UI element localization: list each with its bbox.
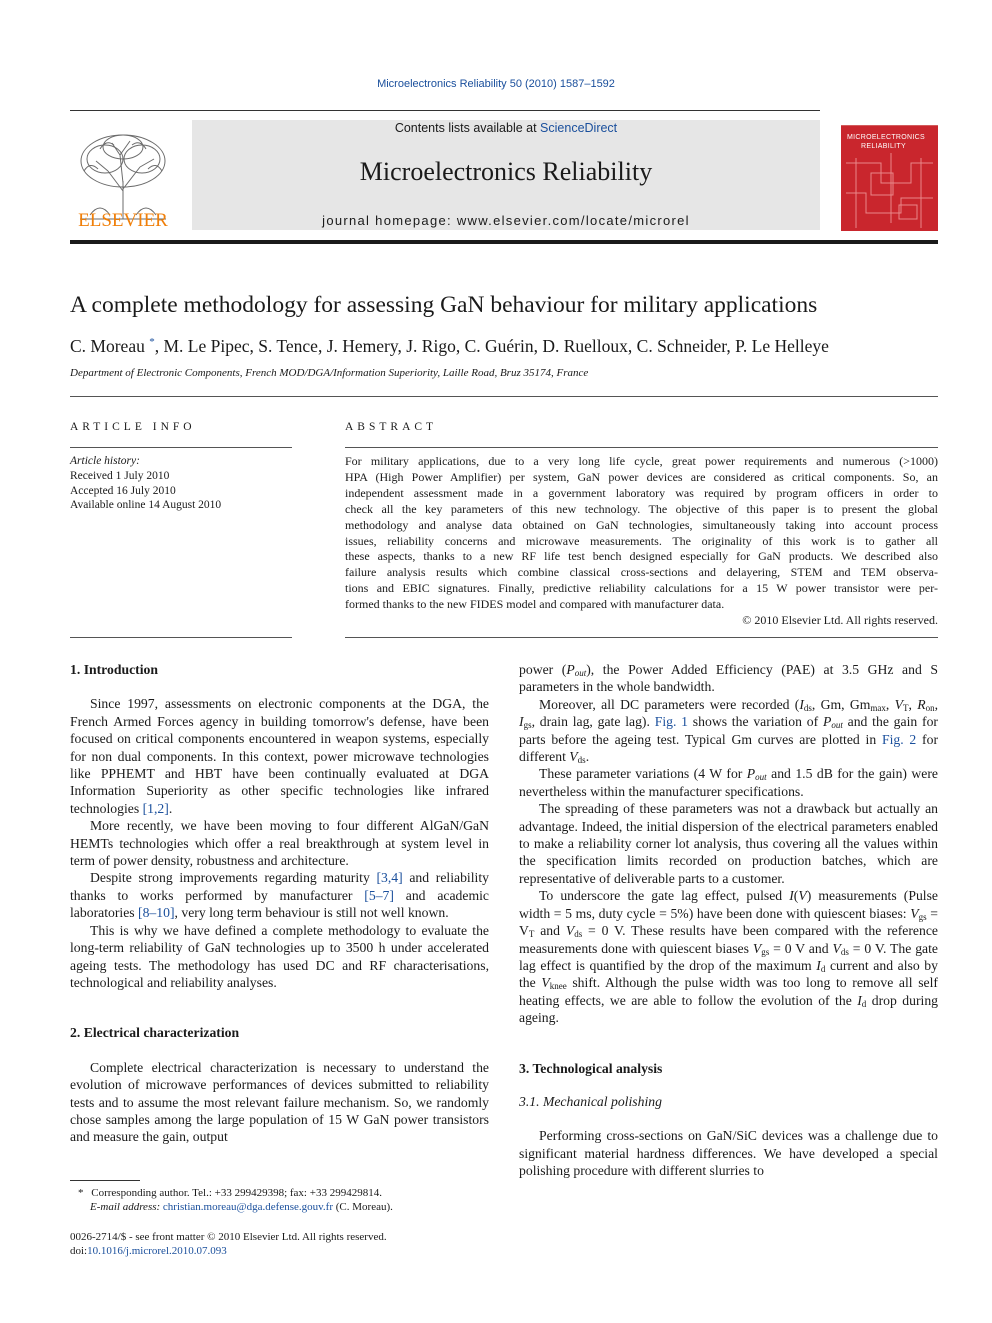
abstract-line: formed thanks to the new FIDES model and compared with manufacturer data. [345,597,725,612]
rc-p3-b: and 1.5 dB for the gain) were nevertheless within the manufacturer specifications. [519,766,939,799]
cover-title [847,133,935,151]
id-symbol: $I_d$ [857,992,867,1009]
rc-p3-a: These parameter variations (4 W for [539,766,747,782]
p-out-symbol: $P_{out}$ [822,714,843,731]
footnote-mark: * [78,1187,84,1199]
abstract-copyright: © 2010 Elsevier Ltd. All rights reserved. [742,613,938,627]
quiescent-bias-1: $V_{gs} = V_T$ and $V_{ds} = 0$ V [519,905,938,940]
vds-symbol: $V_{ds}$. [569,749,590,766]
journal-citation[interactable]: Microelectronics Reliability 50 (2010) 1587–1592 [377,78,615,90]
intro-p1-text: Since 1997, assessments on electronic components at the DGA, the French Armed Forces agency in building tomorrow's defense, have been focused on critical components encountered in weapon systems, especially for non dual components. In this context, power microwave technologies like PPHEMT and HBT have been continually evaluated at DGA Information Superiority as other specific technologies like infrared technologies [70,696,489,816]
ref-8-10-link[interactable]: [8–10] [138,905,175,921]
electrical-paragraph-2 [519,696,938,766]
abstract-bottom-rule [345,637,938,638]
article-info-bottom-rule [70,637,292,638]
email-owner: (C. Moreau). [335,1201,393,1213]
intro-p3-text-a: Despite strong improvements regarding maturity [90,870,377,886]
rc-p5-f: shift. Although the pulse width was too long to remove all self heating effects, we are able to follow the evolution of the [519,975,938,1008]
rc-p5-a: To underscore the gate lag effect, pulsed [539,888,790,904]
dc-parameter-symbols: $I_{ds}$, Gm, $Gm_{max}$, $V_T$, $R_{on}$, $I_{gs}$ [519,696,939,731]
article-title: A complete methodology for assessing GaN behaviour for military applications [70,292,818,318]
intro-p3-text-c: and academic laboratories [70,887,489,921]
cover-title-line1: MICROELECTRONICS [847,134,925,141]
abstract-line: independent assessment made in a government laboratory was required by program officers in order to [345,485,938,500]
section-1-heading: 1. Introduction [70,662,158,677]
author-list [70,336,938,357]
footnote-rule [70,1180,140,1181]
rc-p5-c: . These results have been compared with the reference measurements done with quiescent biases [519,923,938,956]
journal-title: Microelectronics Reliability [359,157,653,186]
footnotes [70,1186,489,1258]
article-info-rule [70,447,292,448]
p-out-symbol: $P_{out}$ [566,662,587,678]
rc-p5-e: current and also by the [519,957,938,991]
id-symbol: $I_d$ [816,957,826,974]
email-note [70,1200,489,1214]
ref-3-4-link[interactable]: [3,4] [376,870,403,886]
abstract-text [345,454,938,613]
left-column [70,661,489,1146]
homepage-prefix: journal homepage: [322,213,457,228]
history-label: Article history: [70,455,140,467]
electrical-paragraph-4: The spreading of these parameters was not a drawback but actually an advantage. Indeed, the initial dispersion of the electrical parameters enabled to make a reliability corner lot analysis, thus covering all the values within the specification limits recorded on production batches, which are representative of deliverable parts to a customer. [519,801,938,886]
elsevier-logo-text: ELSEVIER [78,210,168,231]
circuit-pattern-icon [841,153,938,231]
divider-top [70,396,938,397]
abstract-line: tions and EBIC signatures. Finally, predictive reliability calculations for a 15 W power transistor were per- [345,581,938,596]
rc-p1-b: ), the Power Added Efficiency (PAE) at 3.5 GHz and S parameters in the whole bandwidth. [519,662,938,695]
rc-p5-g: drop during ageing. [519,992,939,1026]
doi-line [70,1244,489,1258]
online-date: Available online 14 August 2010 [70,499,222,512]
abstract-line: methodology and analyse data obtained on GaN technologies, simultaneously taking into account process [345,517,938,532]
first-author: C. Moreau [70,336,145,356]
accepted-date: Accepted 16 July 2010 [70,484,176,497]
section-2-heading: 2. Electrical characterization [70,1025,240,1041]
electrical-paragraph-1-cont [519,661,938,696]
abstract-rule [345,447,938,448]
homepage-link[interactable]: www.elsevier.com/locate/microrel [456,213,690,228]
article-history [70,454,292,513]
author-email-link[interactable]: christian.moreau@dga.defense.gouv.fr [162,1201,333,1213]
rc-p2-d: and the gain for parts before the ageing test. Typical Gm curves are plotted in [519,714,938,747]
rc-p2-b: , drain lag, gate lag). [531,714,655,730]
section-3-heading: 3. Technological analysis [519,1060,663,1076]
electrical-paragraph-3 [519,765,938,800]
cover-title-line2: RELIABILITY [861,143,906,150]
sciencedirect-link[interactable]: ScienceDirect [540,121,618,135]
journal-cover-image [841,111,938,231]
abstract-line: HPA (High Power Amplifier) per system, GaN power devices are considered as critical components. So, an [345,469,938,484]
p-out-symbol: $P_{out}$ [746,766,767,783]
header-rule-bottom [70,240,938,244]
abstract-line: issues, reliability concerns and microwave measurements. The originality of this work is to gather all [345,533,938,548]
contents-line [192,121,820,135]
rc-p2-c: shows the variation of [688,714,823,730]
ref-1-2-link[interactable]: [1,2] [142,800,169,816]
electrical-paragraph-1: Complete electrical characterization is necessary to understand the evolution of microwave performances of devices submitted to reliability tests and to assume the most relevant failure mechanism. So, we randomly chose samples among the large population of 15 W GaN power transistors and measure the gain, output [70,1059,489,1145]
cover-top-band [841,111,938,126]
footnote-text: Corresponding author. Tel.: +33 299429398; fax: +33 299429814. [91,1187,382,1199]
i-v-symbol: I(V) [789,888,812,904]
corresponding-author-mark[interactable]: * [149,336,155,349]
affiliation: Department of Electronic Components, French MOD/DGA/Information Superiority, Laille Road, Bruz 35174, France [70,367,589,379]
intro-p3-text-d: , very long term behaviour is still not well known. [174,905,449,921]
rc-p2-e: for different [519,731,939,765]
abstract-heading: ABSTRACT [345,421,438,433]
electrical-paragraph-5 [519,887,938,1026]
subsection-3-1-heading: 3.1. Mechanical polishing [519,1093,662,1109]
polishing-paragraph-1: Performing cross-sections on GaN/SiC devices was a challenge due to significant material hardness differences. We have developed a special polishing procedure with different slurries to [519,1128,938,1179]
other-authors: , M. Le Pipec, S. Tence, J. Hemery, J. Rigo, C. Guérin, D. Ruelloux, C. Schneider, P. Le Helleye [154,336,829,356]
intro-paragraph-1 [70,695,489,817]
intro-p1-end: . [168,800,173,816]
fig-2-link[interactable]: Fig. 2 [881,731,917,747]
email-label: E-mail address: [90,1201,161,1213]
article-info-heading: ARTICLE INFO [70,421,196,433]
intro-paragraph-2: More recently, we have been moving to four different AlGaN/GaN HEMTs technologies which offer a real breakthrough at system level in term of power density, robustness and architecture. [70,818,489,869]
rc-p2-a: Moreover, all DC parameters were recorded ( [539,696,800,712]
doi-label: doi: [70,1245,88,1257]
abstract-line: failure analysis results which combine classical cross-sections and delayering, STEM and TEM observa- [345,565,938,580]
rc-p1-a: power ( [519,662,567,677]
rc-p5-b: measurements (Pulse width = 5 ms, duty cycle = 5%) have been done with quiescent biases: [519,888,938,921]
intro-p3-text-b: and reliability thanks to works performed by manufacturer [70,870,489,903]
journal-homepage [192,213,820,228]
contents-prefix: Contents lists available at [394,121,541,135]
intro-paragraph-4: This is why we have defined a complete methodology to evaluate the long-term reliability of GaN technologies up to 3500 h under accelerated ageing tests. The methodology has used DC and RF characterisations, technological and reliability analyses. [70,922,489,990]
vknee-symbol: $V_{knee}$ [541,975,567,992]
rc-p5-d: . The gate lag effect is quantified by the drop of the maximum [519,940,938,973]
intro-paragraph-3 [70,869,489,921]
fig-1-link[interactable]: Fig. 1 [654,714,689,730]
received-date: Received 1 July 2010 [70,469,170,482]
right-column [519,661,938,1180]
header-rule-top [70,110,820,111]
issn-line: 0026-2714/$ - see front matter © 2010 Elsevier Ltd. All rights reserved. [70,1231,387,1243]
abstract-line: For military applications, due to a very long life cycle, great power requirements and numerous (>1000) [345,454,938,468]
abstract-line: these aspects, thanks to a new RF life test bench designed especially for GaN products. We described also [345,549,938,564]
quiescent-bias-2: $V_{gs} = 0$ V and $V_{ds} = 0$ V [752,940,883,957]
doi-link[interactable]: 10.1016/j.microrel.2010.07.093 [87,1245,227,1257]
ref-5-7-link[interactable]: [5–7] [364,887,394,903]
corresponding-author-note [70,1186,489,1200]
abstract-line: check all the key parameters of this new technology. The objective of this paper is to present the global [345,501,938,516]
